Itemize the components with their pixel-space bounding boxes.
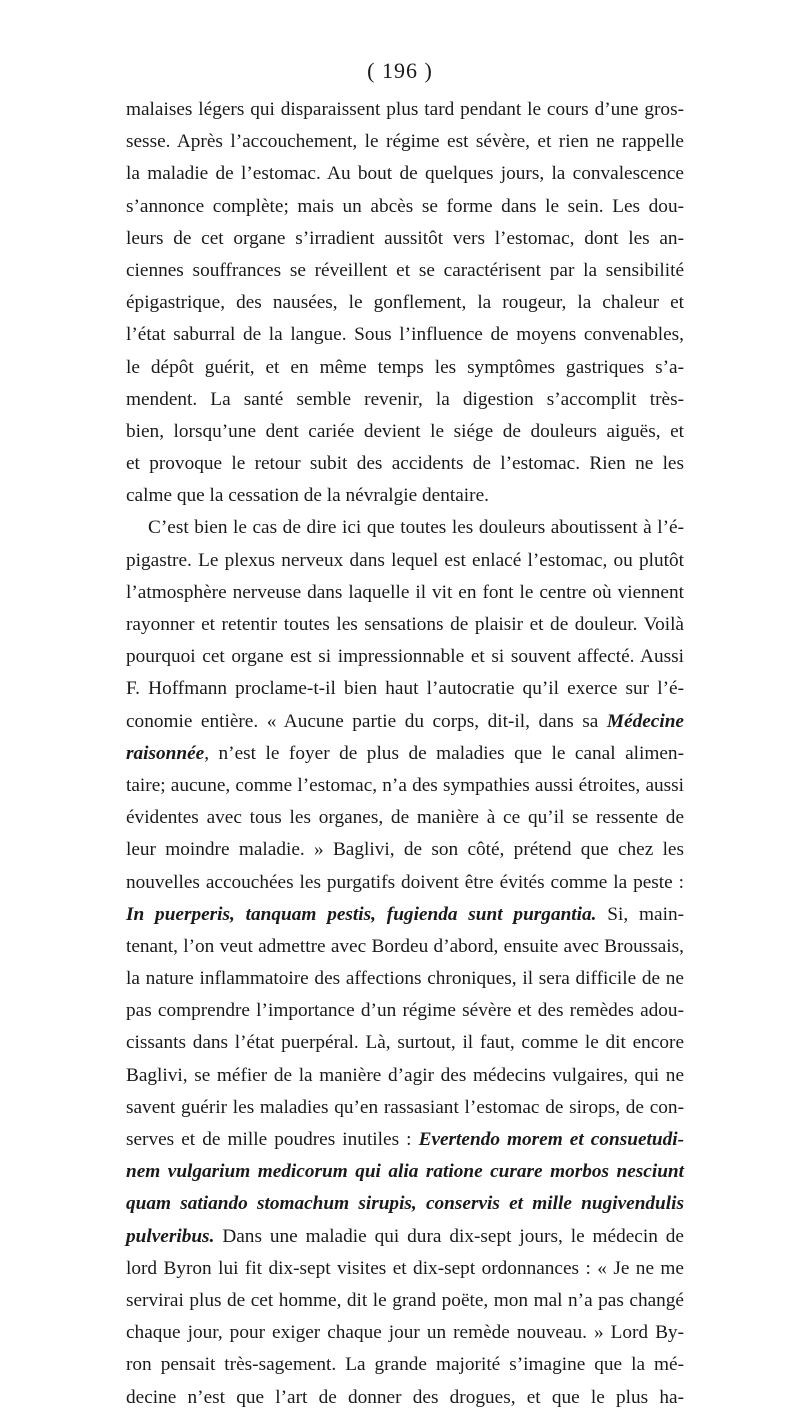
text-line: [126, 609, 684, 641]
text-line: [126, 287, 684, 319]
text-line: [126, 94, 684, 126]
line-text: malaises légers qui disparaissent plus tard pendant le cours d’une gros-: [126, 99, 684, 120]
line-text: Si, main-: [596, 903, 684, 925]
text-line: [126, 1317, 684, 1349]
text-line: [126, 1253, 684, 1285]
line-text: chaque jour, pour exiger chaque jour un remède nouveau. » Lord By-: [126, 1322, 684, 1344]
line-text: rayonner et retentir toutes les sensations de plaisir et de douleur. Voilà: [126, 614, 684, 635]
latin-quote-text: Evertendo morem et consuetudi-: [418, 1129, 684, 1150]
line-text: épigastrique, des nausées, le gonflement, la rougeur, la chaleur et: [126, 292, 684, 314]
line-text: cissants dans l’état puerpéral. Là, surtout, il faut, comme le dit encore: [126, 1032, 684, 1054]
line-text: leur moindre maladie. » Baglivi, de son côté, prétend que chez les: [126, 839, 684, 861]
text-line: [126, 1124, 684, 1156]
text-line: [126, 995, 684, 1027]
text-line: [126, 867, 684, 899]
line-text: F. Hoffmann proclame-t-il bien haut l’autocratie qu’il exerce sur l’é-: [126, 678, 684, 700]
line-text: taire; aucune, comme l’estomac, n’a des sympathies aussi étroites, aussi: [126, 774, 684, 796]
text-line: [126, 673, 684, 705]
text-line: [126, 319, 684, 351]
line-text: Dans une maladie qui dura dix-sept jours, le médecin de: [214, 1225, 684, 1247]
page-number: ( 196 ): [367, 58, 433, 83]
line-text: l’état saburral de la langue. Sous l’influence de moyens convenables,: [126, 324, 684, 346]
line-text: tenant, l’on veut admettre avec Bordeu d’abord, ensuite avec Broussais,: [126, 935, 684, 957]
line-text: ciennes souffrances se réveillent et se caractérisent par la sensibilité: [126, 259, 684, 281]
text-line: [126, 1349, 684, 1381]
text-line: [126, 191, 684, 223]
text-line: [126, 641, 684, 673]
text-line: [126, 384, 684, 416]
line-text: Baglivi, se méfier de la manière d’agir des médecins vulgaires, qui ne: [126, 1064, 684, 1086]
body-text: [126, 94, 684, 1414]
text-line: [126, 1156, 684, 1188]
line-text: , n’est le foyer de plus de maladies que le canal alimen-: [204, 742, 684, 764]
line-text: mendent. La santé semble revenir, la digestion s’accomplit très-: [126, 388, 684, 410]
text-line: [126, 480, 684, 512]
text-line: [126, 1060, 684, 1092]
line-text: l’atmosphère nerveuse dans laquelle il vit en font le centre où viennent: [126, 581, 684, 603]
text-line: [126, 1221, 684, 1253]
text-line: [126, 577, 684, 609]
text-line: [126, 1092, 684, 1124]
latin-quote-text: quam satiando stomachum sirupis, conservis et mille nugivendulis: [126, 1193, 684, 1215]
line-text: s’annonce complète; mais un abcès se forme dans le sein. Les dou-: [126, 195, 684, 217]
line-text: sesse. Après l’accouchement, le régime est sévère, et rien ne rappelle: [126, 131, 684, 153]
text-line: [126, 738, 684, 770]
line-text: pourquoi cet organe est si impressionnable et si souvent affecté. Aussi: [126, 646, 684, 668]
text-line: [126, 512, 684, 544]
latin-quote-text: raisonnée: [126, 742, 205, 764]
line-text: évidentes avec tous les organes, de manière à ce qu’il se ressente de: [126, 807, 684, 829]
text-line: [126, 899, 684, 931]
text-line: [126, 545, 684, 577]
line-text: serves et de mille poudres inutiles :: [126, 1129, 419, 1150]
text-line: [126, 963, 684, 995]
latin-quote-text: In puerperis, tanquam pestis, fugienda sunt purgantia.: [126, 903, 597, 925]
latin-quote-text: Médecine: [606, 710, 684, 732]
line-text: C’est bien le cas de dire ici que toutes les douleurs aboutissent à l’é-: [148, 517, 684, 539]
line-text: pigastre. Le plexus nerveux dans lequel est enlacé l’estomac, ou plutôt: [126, 549, 684, 571]
text-line: [126, 1188, 684, 1220]
line-text: ron pensait très-sagement. La grande majorité s’imagine que la mé-: [126, 1354, 684, 1376]
text-line: [126, 416, 684, 448]
text-line: [126, 158, 684, 190]
line-text: la maladie de l’estomac. Au bout de quelques jours, la convalescence: [126, 163, 684, 185]
line-text: bien, lorsqu’une dent cariée devient le siége de douleurs aiguës, et: [126, 420, 684, 442]
line-text: nouvelles accouchées les purgatifs doivent être évités comme la peste :: [126, 871, 684, 893]
line-text: lord Byron lui fit dix-sept visites et dix-sept ordonnances : « Je ne me: [126, 1257, 684, 1279]
line-text: decine n’est que l’art de donner des drogues, et que le plus ha-: [126, 1386, 684, 1408]
latin-quote-text: nem vulgarium medicorum qui alia ratione curare morbos nesciunt: [126, 1161, 684, 1183]
line-text: leurs de cet organe s’irradient aussitôt vers l’estomac, dont les an-: [126, 227, 684, 249]
text-line: [126, 770, 684, 802]
text-line: [126, 126, 684, 158]
latin-quote-text: pulveribus.: [126, 1225, 215, 1247]
text-line: [126, 255, 684, 287]
line-text: conomie entière. « Aucune partie du corps, dit-il, dans sa: [126, 710, 607, 732]
text-line: [126, 834, 684, 866]
line-text: la nature inflammatoire des affections chroniques, il sera difficile de ne: [126, 968, 684, 990]
text-line: [126, 1027, 684, 1059]
line-text: calme que la cessation de la névralgie dentaire.: [126, 485, 489, 507]
line-text: le dépôt guérit, et en même temps les symptômes gastriques s’a-: [126, 356, 684, 378]
text-line: [126, 931, 684, 963]
line-text: et provoque le retour subit des accidents de l’estomac. Rien ne les: [126, 453, 684, 475]
line-text: servirai plus de cet homme, dit le grand poëte, mon mal n’a pas changé: [126, 1289, 684, 1311]
text-line: [126, 352, 684, 384]
line-text: savent guérir les maladies qu’en rassasiant l’estomac de sirops, de con-: [126, 1096, 684, 1118]
text-line: [126, 223, 684, 255]
line-text: pas comprendre l’importance d’un régime sévère et des remèdes adou-: [126, 1000, 684, 1022]
text-line: [126, 448, 684, 480]
text-line: [126, 1382, 684, 1414]
text-line: [126, 1285, 684, 1317]
text-line: [126, 802, 684, 834]
text-line: [126, 706, 684, 738]
